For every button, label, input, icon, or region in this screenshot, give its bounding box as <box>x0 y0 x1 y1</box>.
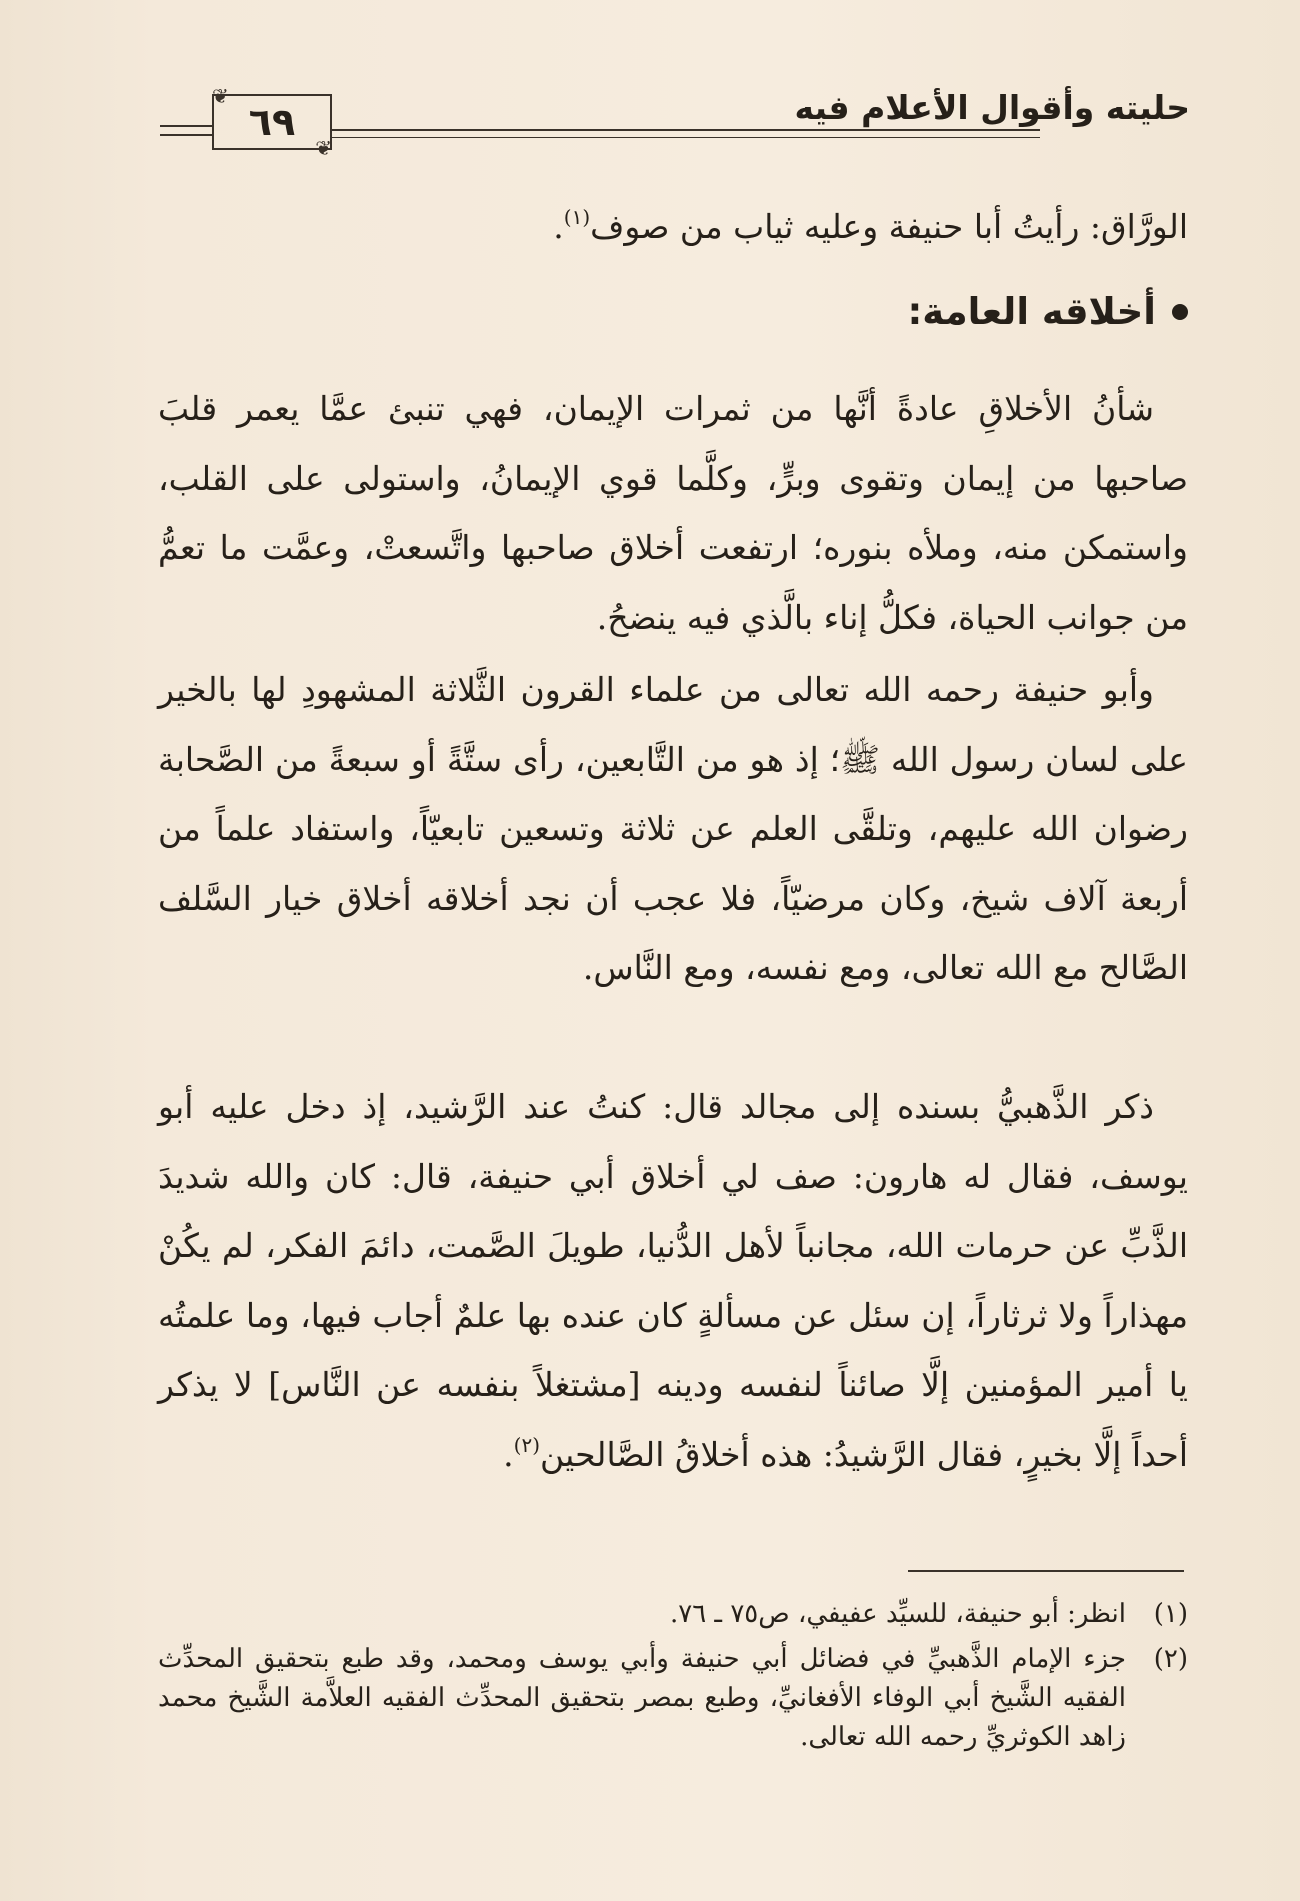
paragraph-2-text: وأبو حنيفة رحمه الله تعالى من علماء القرون الثَّلاثة المشهودِ لها بالخير على لسان رسول الله ﷺ؛ إذ هو من التَّابعين، رأى ستَّةً أو سبعةً من الصَّحابة رضوان الله عليهم، وتلقَّى العلم عن ثلاثة وتسعين تابعيّاً، واستفاد علماً من أربعة آلاف شيخ، وكان مرضيّاً، فلا عجب أن نجد أخلاقه أخلاق خيار السَّلف الصَّالح مع الله تعالى، ومع نفسه، ومع النَّاس. <box>158 670 1188 987</box>
paragraph-3-text: ذكر الذَّهبيُّ بسنده إلى مجالد قال: كنتُ عند الرَّشيد، إذ دخل عليه أبو يوسف، فقال له هارون: صف لي أخلاق أبي حنيفة، قال: كان والله شديدَ الذَّبِّ عن حرمات الله، مجانباً لأهل الدُّنيا، طويلَ الصَّمت، دائمَ الفكر، لم يكُنْ مهذاراً ولا ثرثاراً، إن سئل عن مسألةٍ كان عنده بها علمٌ أجاب فيها، وما علمتُه يا أمير المؤمنين إلَّا صائناً لنفسه ودينه [مشتغلاً بنفسه عن النَّاس] لا يذكر أحداً إلَّا بخيرٍ، فقال الرَّشيدُ: هذه أخلاقُ الصَّالحين <box>158 1087 1188 1474</box>
footnote <box>158 1595 1188 1634</box>
paragraph-2 <box>158 655 1188 1003</box>
paragraph-3-end: . <box>503 1434 514 1474</box>
footnote-text: جزء الإمام الذَّهبيِّ في فضائل أبي حنيفة وأبي يوسف ومحمد، وقد طبع بتحقيق المحدِّث الفقيه الشَّيخ أبي الوفاء الأفغانيِّ، وطبع بمصر بتحقيق المحدِّث الفقيه العلاَّمة الشَّيخ محمد زاهد الكوثريِّ رحمه الله تعالى. <box>158 1644 1126 1752</box>
section-heading-text: أخلاقه العامة: <box>907 290 1156 333</box>
page-number-frame <box>212 84 332 160</box>
running-title: حليته وأقوال الأعلام فيه <box>794 88 1190 127</box>
footnote-divider <box>908 1570 1184 1572</box>
paragraph-1 <box>158 374 1188 652</box>
header-rule-top <box>330 129 1040 131</box>
footnote-text: انظر: أبو حنيفة، للسيِّد عفيفي، ص٧٥ ـ ٧٦. <box>669 1599 1126 1629</box>
footnote-ref-1: (١) <box>563 205 591 229</box>
footnote-ref-2: (٢) <box>513 1432 541 1457</box>
opening-line-text: الورَّاق: رأيتُ أبا حنيفة وعليه ثياب من صوف <box>590 207 1188 246</box>
corner-ornament-icon: ❦ <box>315 136 332 160</box>
footnote <box>158 1640 1188 1757</box>
header-rule-left-bottom <box>160 134 212 136</box>
corner-ornament-icon: ❦ <box>212 84 229 108</box>
paragraph-3 <box>158 1072 1188 1489</box>
section-heading <box>908 290 1189 333</box>
paragraph-1-text: شأنُ الأخلاقِ عادةً أنَّها من ثمرات الإيمان، فهي تنبئ عمَّا يعمر قلبَ صاحبها من إيمان وتقوى وبرٍّ، وكلَّما قوي الإيمانُ، واستولى على القلب، واستمكن منه، وملأه بنوره؛ ارتفعت أخلاق صاحبها واتَّسعتْ، وعمَّت ما تعمُّ من جوانب الحياة، فكلُّ إناء بالَّذي فيه ينضحُ. <box>158 389 1188 637</box>
footnote-number: (٢) <box>1153 1644 1188 1674</box>
opening-line-end: . <box>553 207 564 246</box>
page-header <box>160 82 1190 160</box>
header-rule-left-top <box>160 125 212 127</box>
header-rule-bottom <box>330 137 1040 138</box>
footnote-number: (١) <box>1153 1599 1188 1629</box>
bullet-icon <box>1172 304 1188 320</box>
opening-line <box>158 192 1188 262</box>
page-number: ٦٩ <box>248 100 296 144</box>
footnotes <box>158 1595 1188 1763</box>
